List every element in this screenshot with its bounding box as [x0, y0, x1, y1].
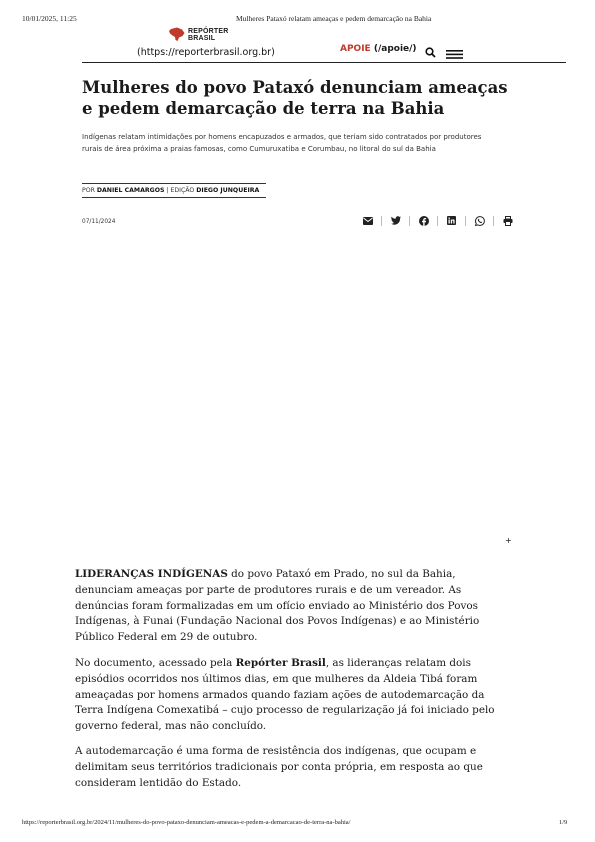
paragraph-1	[75, 567, 515, 646]
article-subtitle: Indígenas relatam intimidações por homens encapuzados e armados, que teriam sido contratados por produtores rurais de área próxima a praias famosas, como Cumuruxatiba e Corumbau, no litoral do sul da Bahia	[82, 133, 482, 153]
site-url-link[interactable]: (https://reporterbrasil.org.br)	[137, 47, 275, 58]
share-separator	[465, 216, 466, 226]
image-marker: +	[505, 536, 512, 545]
facebook-icon[interactable]	[418, 215, 429, 226]
byline-editor[interactable]: DIEGO JUNQUEIRA	[196, 187, 260, 194]
byline	[82, 183, 266, 198]
share-separator	[409, 216, 410, 226]
header-divider	[82, 62, 566, 63]
logo-line-2: BRASIL	[188, 34, 216, 42]
site-logo[interactable]	[168, 27, 229, 42]
share-separator	[381, 216, 382, 226]
byline-por-label: POR	[82, 187, 97, 194]
print-footer-url: https://reporterbrasil.org.br/2024/11/mulheres-do-povo-pataxo-denunciam-ameacas-e-pedem-a-demarcacao-de-terra-na-bahia/	[22, 819, 351, 826]
whatsapp-icon[interactable]	[474, 215, 485, 226]
article-date: 07/11/2024	[82, 219, 116, 225]
apoie-path: (/apoie/)	[370, 44, 417, 54]
paragraph-2-post: , as lideranças relatam dois episódios ocorridos nos últimos dias, em que mulheres da Aldeia Tibá foram ameaçadas por homens armados quando faziam ações de autodemarcação da Terra Indígena Comexatibá – cujo processo de regularização já foi iniciado pelo governo federal, mas não concluído.	[75, 657, 495, 733]
logo-wordmark	[188, 28, 229, 42]
paragraph-2-brand: Repórter Brasil	[235, 657, 326, 669]
print-doc-title: Mulheres Pataxó relatam ameaças e pedem demarcação na Bahia	[236, 14, 432, 23]
print-datetime: 10/01/2025, 11:25	[22, 14, 77, 23]
email-icon[interactable]	[362, 215, 373, 226]
share-bar	[362, 215, 513, 226]
share-separator	[437, 216, 438, 226]
brazil-map-icon	[168, 27, 185, 42]
paragraph-3: A autodemarcação é uma forma de resistência dos indígenas, que ocupam e delimitam seus territórios tradicionais por conta própria, em resposta ao que consideram lentidão do Estado.	[75, 745, 483, 789]
byline-author[interactable]: DANIEL CAMARGOS	[96, 187, 165, 194]
paragraph-2	[75, 656, 515, 735]
share-separator	[493, 216, 494, 226]
apoie-label: APOIE	[340, 44, 371, 54]
byline-edicao-label: | EDIÇÃO	[164, 187, 197, 194]
apoie-link[interactable]	[340, 44, 417, 54]
paragraph-1-text: do povo Pataxó em Prado, no sul da Bahia, denunciam ameaças por parte de produtores rurais e de um vereador. As denúncias foram formalizadas em um ofício enviado ao Ministério dos Povos Indígenas, à Funai (Fundação Nacional dos Povos Indígenas) e ao Ministério Público Federal em 29 de outubro.	[75, 568, 480, 644]
article-title: Mulheres do povo Pataxó denunciam ameaças e pedem demarcação de terra na Bahia	[82, 78, 508, 118]
paragraph-1-lead: LIDERANÇAS INDÍGENAS	[75, 568, 228, 580]
print-icon[interactable]	[502, 215, 513, 226]
logo-line-1: REPÓRTER	[188, 27, 229, 35]
twitter-icon[interactable]	[390, 215, 401, 226]
search-icon[interactable]	[425, 45, 436, 63]
print-page-number: 1/9	[559, 819, 568, 826]
linkedin-icon[interactable]	[446, 215, 457, 226]
paragraph-2-pre: No documento, acessado pela	[75, 657, 236, 669]
